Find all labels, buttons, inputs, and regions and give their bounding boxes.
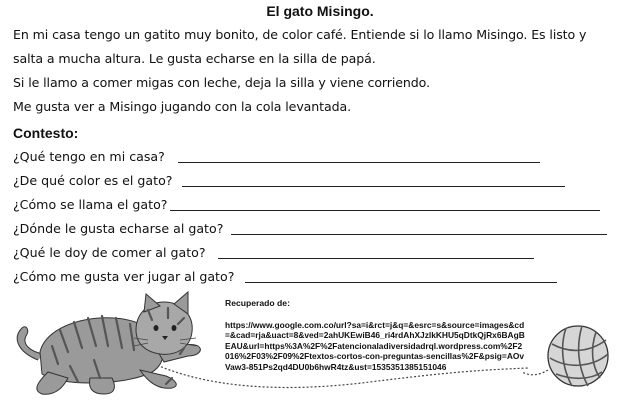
question-5: ¿Qué le doy de comer al gato?	[13, 245, 206, 260]
answer-line-1[interactable]	[178, 162, 540, 163]
question-6: ¿Cómo me gusta ver jugar al gato?	[13, 269, 235, 284]
story-line-1: En mi casa tengo un gatito muy bonito, de color café. Entiende si lo llamo Misingo. Es listo y	[13, 27, 587, 42]
source-url[interactable]: https://www.google.com.co/url?sa=i&rct=j&q=&esrc=s&source=images&cd=&cad=rja&uact=8&ved=2ahUKEwiB46_ri4rdAhXJzlkKHU5qDtkQjRx6BAgBEAU&url=https%3A%2F%2Fatencionaladiversidadrql.wordpress.com%2F2016%2F03%2F09%2Ftextos-cortos-con-preguntas-sencillas%2F&psig=AOvVaw3-851Ps2qd4DU0b6hwR4tz&ust=1535351385151046	[225, 320, 525, 372]
answer-line-5[interactable]	[218, 258, 534, 259]
answer-line-6[interactable]	[245, 282, 557, 283]
questions-heading: Contesto:	[13, 125, 79, 141]
question-2: ¿De qué color es el gato?	[13, 173, 173, 188]
question-3: ¿Cómo se llama el gato?	[13, 197, 168, 212]
question-1: ¿Qué tengo en mi casa?	[13, 149, 165, 164]
answer-line-4[interactable]	[231, 234, 607, 235]
story-line-2: salta a mucha altura. Le gusta echarse en la silla de papá.	[13, 51, 376, 66]
story-line-3: Si le llamo a comer migas con leche, deja la silla y viene corriendo.	[13, 75, 430, 90]
story-line-4: Me gusta ver a Misingo jugando con la cola levantada.	[13, 99, 352, 114]
yarn-ball-icon	[520, 310, 620, 400]
source-label: Recuperado de:	[225, 298, 290, 308]
question-4: ¿Dónde le gusta echarse al gato?	[13, 221, 224, 236]
answer-line-2[interactable]	[182, 186, 565, 187]
answer-line-3[interactable]	[170, 210, 600, 211]
cat-playing-icon	[8, 290, 223, 400]
worksheet-title: El gato Misingo.	[266, 3, 374, 19]
